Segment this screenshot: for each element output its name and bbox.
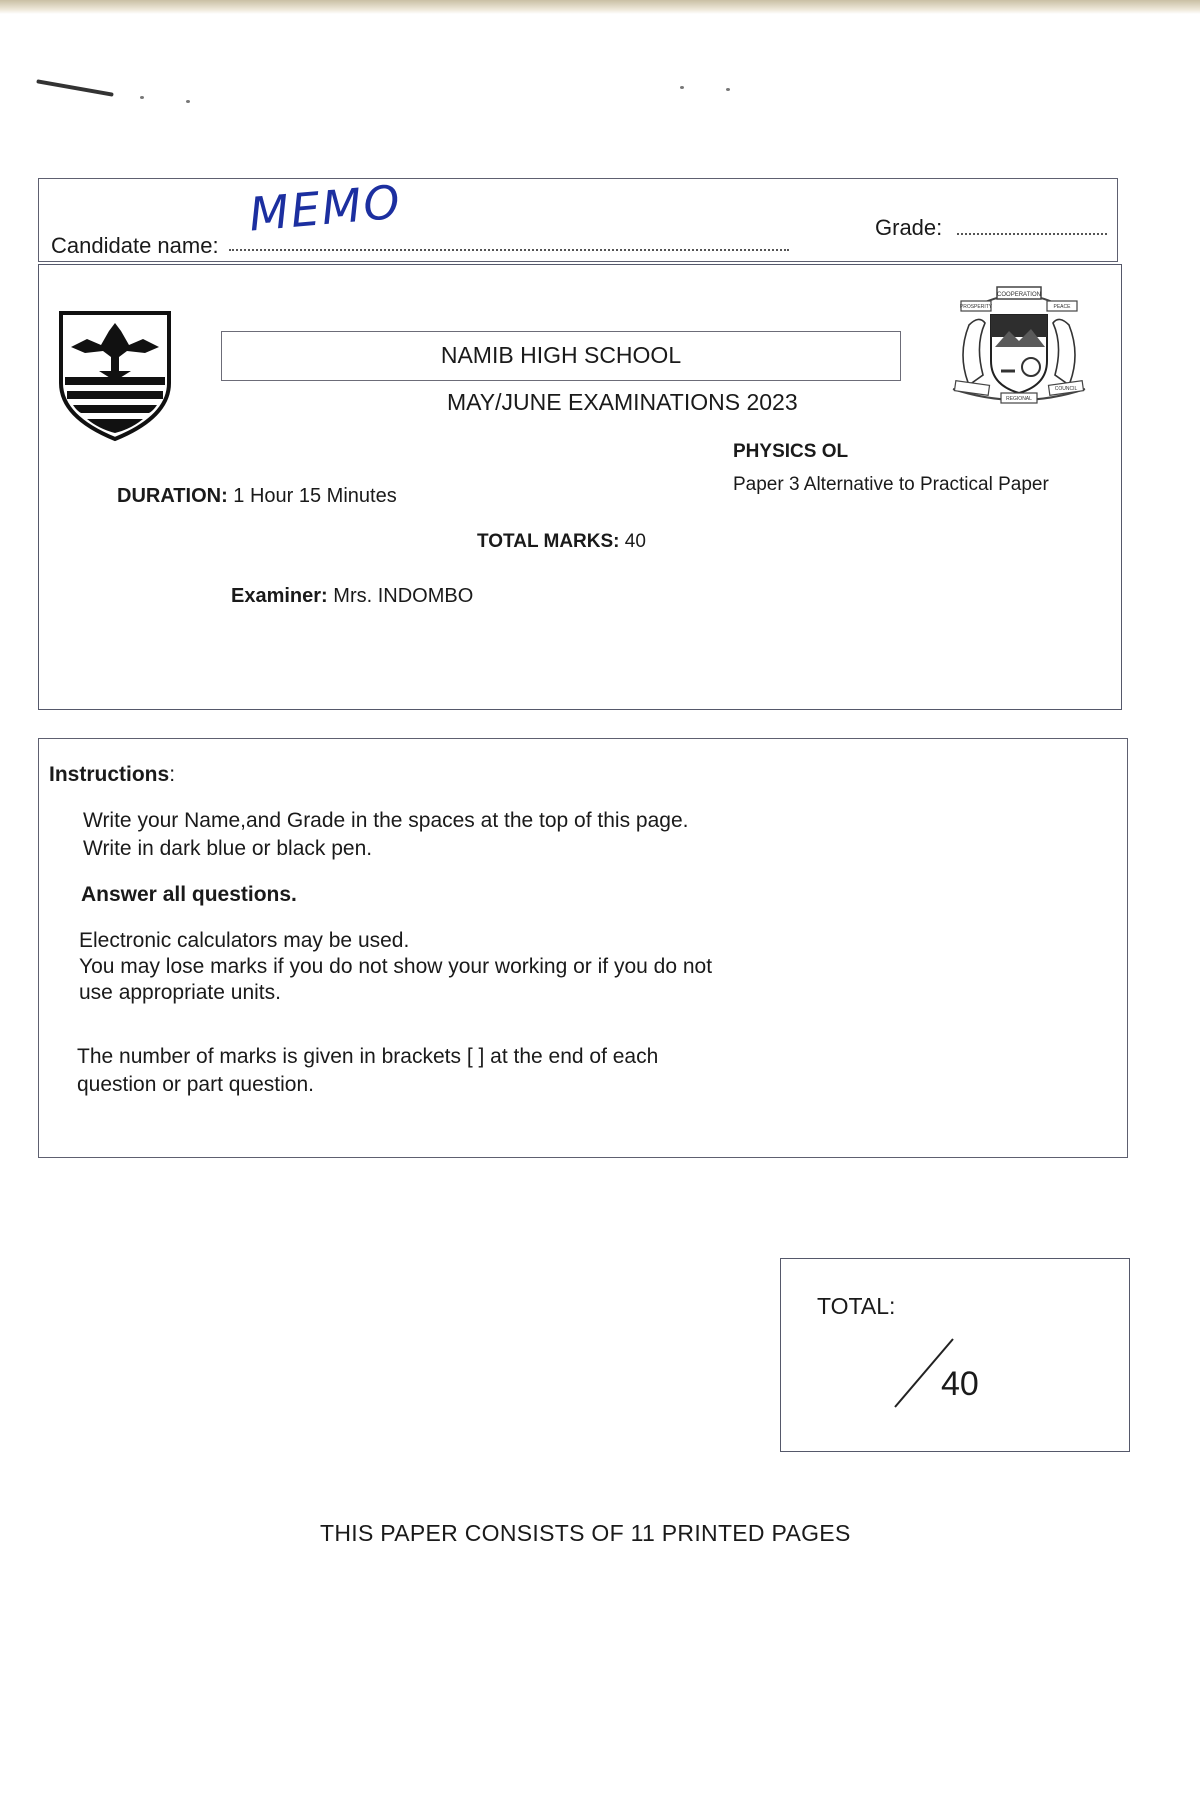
total-marks-label: TOTAL MARKS: <box>477 531 620 552</box>
school-crest-icon <box>57 309 173 443</box>
instruction-line: question or part question. <box>77 1073 314 1096</box>
duration-label: DURATION: <box>117 485 228 507</box>
exam-header <box>38 264 1122 710</box>
examiner-label: Examiner: <box>231 585 328 607</box>
total-max-score: 40 <box>941 1365 979 1403</box>
instruction-line-bold: Answer all questions. <box>81 883 297 906</box>
scan-speck <box>140 96 144 99</box>
crest-banner-right: COUNCIL <box>1054 386 1078 392</box>
school-name-box <box>221 331 901 381</box>
instructions-title <box>49 763 175 787</box>
instructions-title-colon: : <box>169 763 176 786</box>
scan-speck <box>186 100 190 103</box>
subject-title: PHYSICS OL <box>733 441 849 462</box>
instructions-box <box>38 738 1128 1158</box>
crest-banner-center: REGIONAL <box>1006 396 1032 402</box>
scan-edge <box>0 0 1200 14</box>
instruction-line: Write in dark blue or black pen. <box>83 837 373 860</box>
grade-line[interactable] <box>957 219 1107 235</box>
total-marks <box>477 531 646 553</box>
duration <box>117 485 397 508</box>
total-marks-value: 40 <box>624 531 646 552</box>
total-score-box <box>780 1258 1130 1452</box>
scan-speck <box>680 86 684 89</box>
crest-motto-left: PROSPERITY <box>959 304 993 310</box>
candidate-name-handwriting: MEMO <box>246 174 404 242</box>
examiner <box>231 585 473 608</box>
candidate-name-label: Candidate name: <box>51 233 219 258</box>
instructions-title-text: Instructions <box>49 763 170 786</box>
candidate-name-line[interactable] <box>229 235 789 251</box>
crest-motto-top: COOPERATION <box>997 292 1041 298</box>
total-label: TOTAL: <box>817 1293 896 1319</box>
candidate-bar <box>38 174 1118 262</box>
pen-mark <box>36 79 114 96</box>
instruction-line: use appropriate units. <box>79 981 281 1004</box>
instruction-line: Write your Name,and Grade in the spaces at the top of this page. <box>83 809 689 832</box>
paper-title: Paper 3 Alternative to Practical Paper <box>733 474 1049 495</box>
duration-value: 1 Hour 15 Minutes <box>233 485 397 507</box>
scan-speck <box>726 88 730 91</box>
examiner-value: Mrs. INDOMBO <box>333 585 474 607</box>
grade-label: Grade: <box>875 215 943 240</box>
regional-council-crest-icon <box>939 275 1099 415</box>
exam-session: MAY/JUNE EXAMINATIONS 2023 <box>447 389 798 415</box>
instruction-line: The number of marks is given in brackets [ ] at the end of each <box>77 1045 659 1068</box>
page-count-footer: THIS PAPER CONSISTS OF 11 PRINTED PAGES <box>320 1520 851 1546</box>
crest-motto-right: PEACE <box>1053 304 1071 310</box>
instruction-line: You may lose marks if you do not show your working or if you do not <box>79 955 713 978</box>
instruction-line: Electronic calculators may be used. <box>79 929 410 952</box>
school-name: NAMIB HIGH SCHOOL <box>440 342 682 368</box>
